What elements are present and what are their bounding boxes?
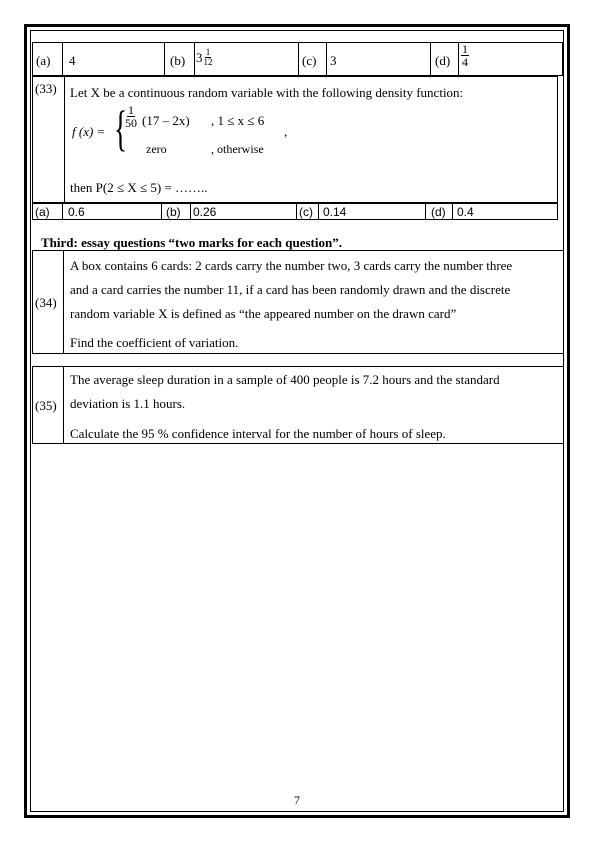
density-trailing-comma: ,	[284, 124, 288, 139]
q32-option-a-value: 4	[69, 53, 76, 68]
q35-line-1: The average sleep duration in a sample of 400 people is 7.2 hours and the standard	[70, 372, 500, 387]
density-fx: f (x) =	[72, 124, 106, 139]
q32-option-c-label: (c)	[302, 53, 317, 68]
density-function	[70, 101, 300, 161]
q32-option-c-value: 3	[330, 53, 337, 68]
q33-option-d-value: 0.4	[457, 205, 474, 219]
q35-line-3: Calculate the 95 % confidence interval for the number of hours of sleep.	[70, 426, 446, 441]
density-fraction: $\frac{1}{50}$	[125, 103, 137, 130]
q35-line-2: deviation is 1.1 hours.	[70, 396, 186, 411]
section-heading: Third: essay questions “two marks for each question”.	[41, 235, 342, 250]
q33-option-a-value: 0.6	[68, 205, 85, 219]
q32-options-row	[32, 42, 563, 76]
density-condition-2: , otherwise	[211, 142, 264, 156]
density-zero: zero	[146, 142, 167, 156]
q33-option-c-label: (c)	[299, 205, 313, 219]
q32-option-b-label: (b)	[170, 53, 186, 68]
q34-line-1: A box contains 6 cards: 2 cards carry the number two, 3 cards carry the number three	[70, 258, 513, 273]
q33-options-row	[32, 203, 558, 220]
density-expression: (17 – 2x)	[142, 113, 190, 128]
q34-number: (34)	[35, 295, 57, 310]
q32-option-d-value: $\frac{1}{4}$	[462, 42, 468, 69]
q32-option-b-value: 3 $\frac{1}{12}$	[196, 47, 213, 67]
q32-option-d-label: (d)	[435, 53, 451, 68]
q33-option-c-value: 0.14	[323, 205, 347, 219]
q33-option-b-value: 0.26	[193, 205, 217, 219]
q33-option-d-label: (d)	[431, 205, 446, 219]
q33-stem: Let X be a continuous random variable with the following density function:	[70, 85, 464, 100]
q33-option-b-label: (b)	[166, 205, 181, 219]
q34-line-4: Find the coefficient of variation.	[70, 335, 239, 350]
density-brace: {	[114, 100, 128, 156]
q33-option-a-label: (a)	[35, 205, 50, 219]
q33-number: (33)	[35, 81, 57, 96]
q32-option-a-label: (a)	[36, 53, 51, 68]
density-condition-1: , 1 ≤ x ≤ 6	[211, 113, 265, 128]
q34-line-2: and a card carries the number 11, if a card has been randomly drawn and the discrete	[70, 282, 511, 297]
q33-then: then P(2 ≤ X ≤ 5) = ……..	[70, 180, 208, 195]
page-number: 7	[294, 793, 300, 807]
q35-number: (35)	[35, 398, 57, 413]
q34-line-3: random variable X is defined as “the appeared number on the drawn card”	[70, 306, 457, 321]
